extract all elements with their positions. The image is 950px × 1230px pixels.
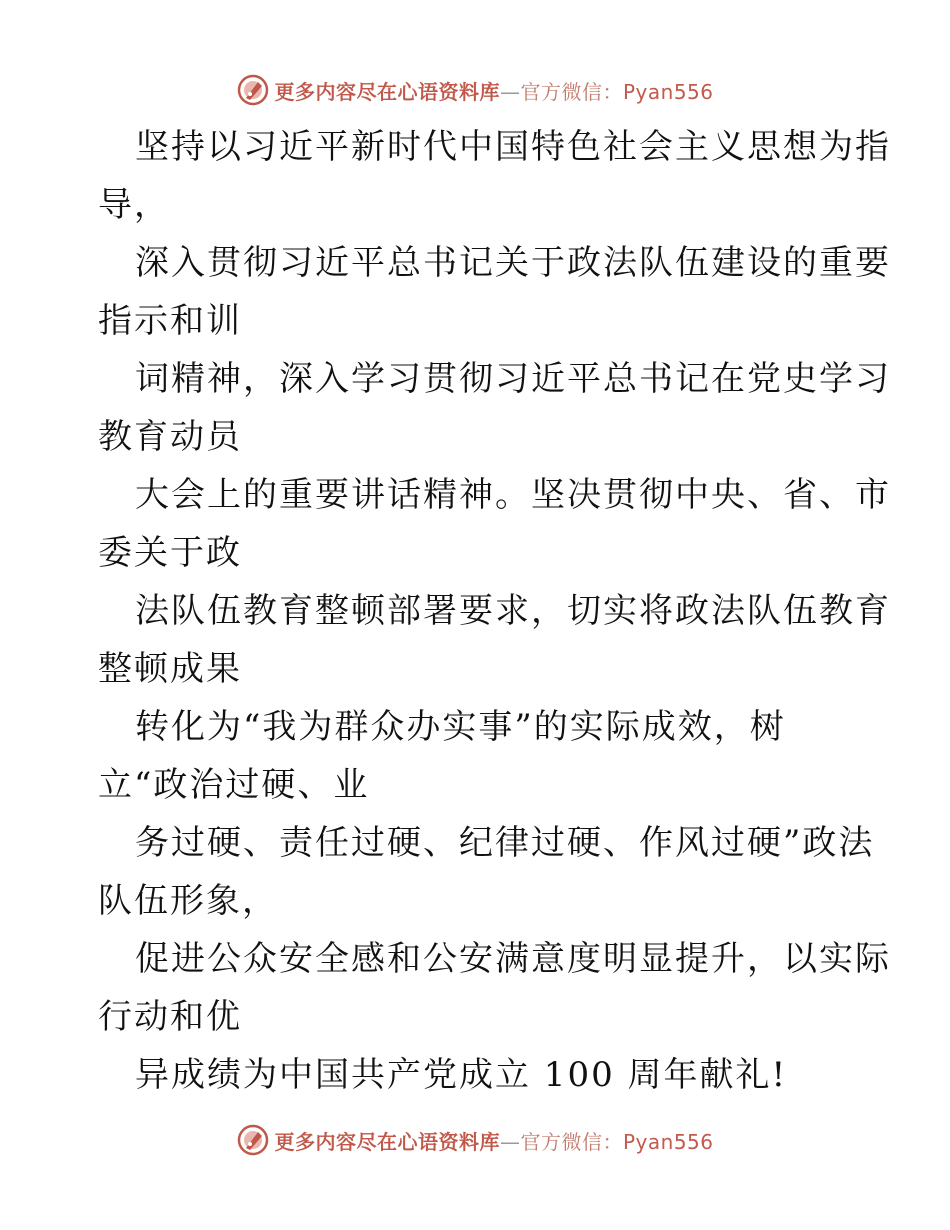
- watermark-separator: —: [499, 1129, 521, 1154]
- watermark-wechat-label: 官方微信：: [520, 79, 623, 104]
- paragraph: [0, 1046, 950, 1104]
- pen-nib-logo-icon: [236, 1123, 270, 1157]
- paragraph: [0, 466, 950, 582]
- watermark-text: [274, 76, 713, 105]
- watermark-brand: 更多内容尽在心语资料库: [274, 79, 500, 104]
- paragraph: [0, 118, 950, 234]
- paragraph-line: 法队伍教育整顿部署要求，切实将政法队伍教育: [135, 591, 891, 631]
- watermark-wechat-label: 官方微信：: [520, 1129, 623, 1154]
- paragraph-line: 大会上的重要讲话精神。坚决贯彻中央、省、市: [135, 475, 891, 515]
- paragraph-line: 指示和训: [98, 301, 242, 341]
- paragraph: [0, 698, 950, 814]
- paragraph-line: 导，: [98, 185, 170, 225]
- paragraph-line: 立“政治过硬、业: [98, 765, 370, 805]
- paragraph-line: 队伍形象，: [98, 881, 278, 921]
- watermark-separator: —: [499, 79, 521, 104]
- paragraph-line: 务过硬、责任过硬、纪律过硬、作风过硬”政法: [135, 823, 875, 863]
- paragraph: [0, 582, 950, 698]
- watermark-text: [274, 1126, 713, 1155]
- header-watermark: [0, 70, 950, 110]
- watermark-wechat-id: Pyan556: [622, 1129, 714, 1154]
- paragraph: [0, 350, 950, 466]
- paragraph-line: 坚持以习近平新时代中国特色社会主义思想为指: [135, 127, 891, 167]
- paragraph-line: 转化为“我为群众办实事”的实际成效，树: [135, 707, 786, 747]
- footer-watermark: [0, 1120, 950, 1160]
- watermark-brand: 更多内容尽在心语资料库: [274, 1129, 500, 1154]
- document-body: [0, 118, 950, 1104]
- paragraph: [0, 930, 950, 1046]
- paragraph-line: 整顿成果: [98, 649, 242, 689]
- paragraph: [0, 234, 950, 350]
- pen-nib-logo-icon: [236, 73, 270, 107]
- paragraph: [0, 814, 950, 930]
- watermark-wechat-id: Pyan556: [622, 79, 714, 104]
- paragraph-line: 词精神，深入学习贯彻习近平总书记在党史学习: [135, 359, 891, 399]
- paragraph-line: 深入贯彻习近平总书记关于政法队伍建设的重要: [135, 243, 891, 283]
- paragraph-line: 委关于政: [98, 533, 242, 573]
- paragraph-line: 行动和优: [98, 997, 242, 1037]
- paragraph-line: 教育动员: [98, 417, 242, 457]
- paragraph-line: 异成绩为中国共产党成立 100 周年献礼!: [135, 1055, 788, 1095]
- paragraph-line: 促进公众安全感和公安满意度明显提升，以实际: [135, 939, 891, 979]
